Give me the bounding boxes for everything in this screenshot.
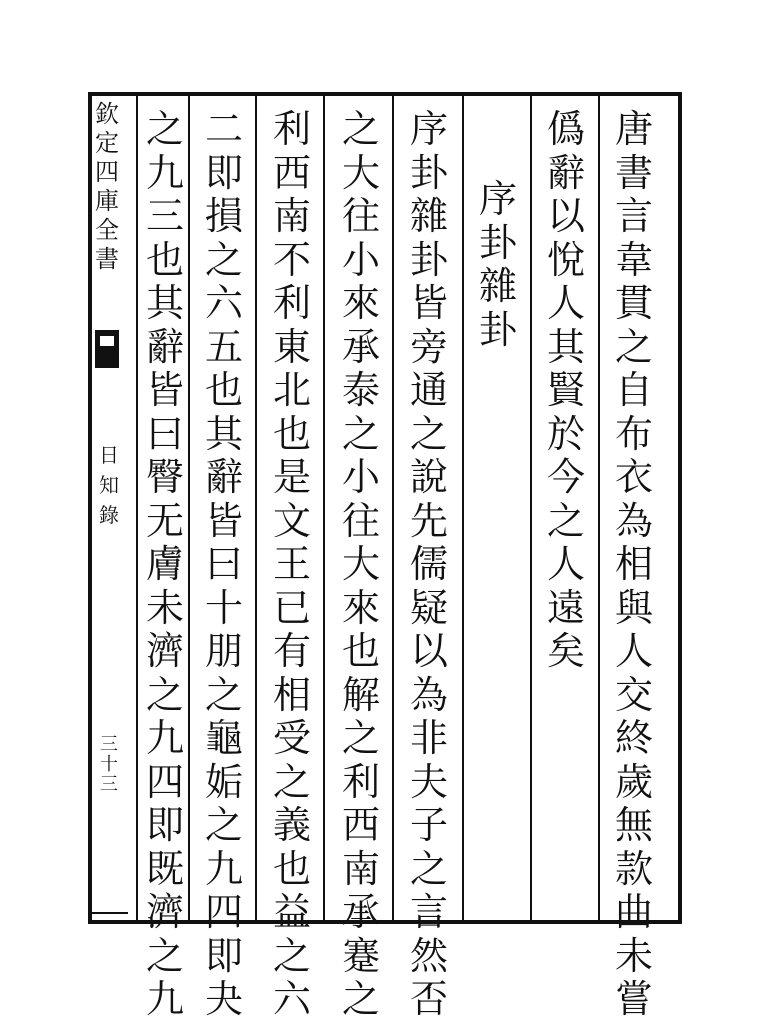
glyph: 辭 xyxy=(546,150,585,195)
glyph: 布 xyxy=(614,411,653,456)
glyph: 序 xyxy=(478,177,517,221)
glyph: 濟 xyxy=(145,629,184,673)
glyph: 皆 xyxy=(145,368,184,412)
text-column xyxy=(143,108,187,1022)
glyph: 臀 xyxy=(145,455,184,499)
text-column xyxy=(270,108,314,1022)
glyph: 歲 xyxy=(614,759,653,804)
glyph: 之 xyxy=(204,672,243,717)
glyph: 於 xyxy=(546,411,585,456)
page-number xyxy=(96,735,122,795)
glyph: 卦 xyxy=(478,307,517,352)
glyph: 來 xyxy=(341,585,380,630)
glyph: 之 xyxy=(341,977,380,1021)
glyph: 日 xyxy=(99,443,119,467)
glyph: 二 xyxy=(204,107,243,151)
text-column xyxy=(612,108,656,1022)
glyph: 不 xyxy=(272,237,311,282)
glyph: 小 xyxy=(341,455,380,499)
text-column xyxy=(339,108,383,1022)
glyph: 即 xyxy=(204,150,243,195)
glyph: 賢 xyxy=(546,368,585,412)
glyph: 然 xyxy=(409,933,448,978)
glyph: 錄 xyxy=(99,503,119,527)
glyph: 貫 xyxy=(614,281,653,325)
glyph: 利 xyxy=(272,281,311,325)
glyph: 六 xyxy=(204,281,243,325)
glyph: 與 xyxy=(614,585,653,630)
glyph: 衣 xyxy=(614,455,653,499)
column-rule xyxy=(323,92,325,924)
glyph: 之 xyxy=(409,846,448,891)
glyph: 卦 xyxy=(409,150,448,195)
glyph: 承 xyxy=(341,324,380,369)
glyph: 曰 xyxy=(204,542,243,586)
glyph: 承 xyxy=(341,890,380,934)
glyph: 皆 xyxy=(409,281,448,325)
glyph: 款 xyxy=(614,846,653,891)
book-title xyxy=(93,100,121,274)
glyph: 嘗 xyxy=(614,977,653,1021)
glyph: 之 xyxy=(341,107,380,151)
glyph: 辭 xyxy=(145,324,184,369)
glyph: 夫 xyxy=(409,759,448,804)
glyph: 儒 xyxy=(409,542,448,586)
glyph: 十 xyxy=(204,585,243,630)
glyph: 其 xyxy=(145,281,184,325)
glyph: 通 xyxy=(409,368,448,412)
glyph: 四 xyxy=(204,890,243,934)
glyph: 雜 xyxy=(409,194,448,238)
glyph: 之 xyxy=(145,672,184,717)
fish-tail-mark-inner xyxy=(100,336,114,346)
glyph: 也 xyxy=(341,629,380,673)
glyph: 南 xyxy=(341,846,380,891)
glyph: 也 xyxy=(204,368,243,412)
glyph: 說 xyxy=(409,455,448,499)
glyph: 泰 xyxy=(341,368,380,412)
glyph: 之 xyxy=(145,933,184,978)
glyph: 往 xyxy=(341,194,380,238)
glyph: 今 xyxy=(546,455,585,499)
text-column xyxy=(544,108,588,674)
glyph: 蹇 xyxy=(341,933,380,978)
glyph: 濟 xyxy=(145,890,184,934)
glyph: 北 xyxy=(272,368,311,412)
glyph: 九 xyxy=(145,977,184,1021)
glyph: 矣 xyxy=(546,629,585,673)
glyph: 義 xyxy=(272,803,311,847)
glyph: 有 xyxy=(272,629,311,673)
glyph: 交 xyxy=(614,672,653,717)
margin-divider xyxy=(88,912,128,914)
glyph: 旁 xyxy=(409,324,448,369)
glyph: 龜 xyxy=(204,716,243,760)
glyph: 夬 xyxy=(204,977,243,1021)
glyph: 人 xyxy=(546,542,585,586)
glyph: 之 xyxy=(341,411,380,456)
glyph: 王 xyxy=(272,542,311,586)
glyph: 僞 xyxy=(546,107,585,151)
glyph: 其 xyxy=(204,411,243,456)
glyph: 來 xyxy=(341,281,380,325)
glyph: 三 xyxy=(100,734,118,755)
glyph: 卦 xyxy=(478,220,517,265)
column-rule xyxy=(136,92,138,924)
glyph: 也 xyxy=(272,411,311,456)
text-column xyxy=(476,178,520,352)
glyph: 唐 xyxy=(614,107,653,151)
glyph: 悅 xyxy=(546,237,585,282)
glyph: 言 xyxy=(409,890,448,934)
glyph: 無 xyxy=(614,803,653,847)
glyph: 九 xyxy=(145,150,184,195)
glyph: 西 xyxy=(272,150,311,195)
glyph: 以 xyxy=(546,194,585,238)
glyph: 利 xyxy=(341,759,380,804)
glyph: 已 xyxy=(272,585,311,630)
glyph: 人 xyxy=(614,629,653,673)
glyph: 曰 xyxy=(145,411,184,456)
glyph: 自 xyxy=(614,368,653,412)
text-column xyxy=(407,108,451,1022)
glyph: 序 xyxy=(409,107,448,151)
text-column xyxy=(202,108,246,1022)
glyph: 即 xyxy=(145,803,184,847)
glyph: 之 xyxy=(272,933,311,978)
glyph: 九 xyxy=(145,716,184,760)
glyph: 東 xyxy=(272,324,311,369)
glyph: 之 xyxy=(204,237,243,282)
glyph: 九 xyxy=(204,846,243,891)
glyph: 非 xyxy=(409,716,448,760)
glyph: 知 xyxy=(99,473,119,497)
glyph: 遠 xyxy=(546,585,585,630)
glyph: 三 xyxy=(100,774,118,795)
glyph: 大 xyxy=(341,542,380,586)
glyph: 定 xyxy=(95,129,119,157)
glyph: 辭 xyxy=(204,455,243,499)
glyph: 西 xyxy=(341,803,380,847)
glyph: 之 xyxy=(145,107,184,151)
glyph: 即 xyxy=(204,933,243,978)
glyph: 三 xyxy=(145,194,184,238)
glyph: 損 xyxy=(204,194,243,238)
glyph: 益 xyxy=(272,890,311,934)
glyph: 先 xyxy=(409,498,448,543)
column-rule xyxy=(255,92,257,924)
glyph: 之 xyxy=(614,324,653,369)
glyph: 雜 xyxy=(478,264,517,308)
column-rule xyxy=(392,92,394,924)
glyph: 往 xyxy=(341,498,380,543)
glyph: 之 xyxy=(546,498,585,543)
glyph: 也 xyxy=(272,846,311,891)
glyph: 之 xyxy=(204,803,243,847)
column-rule xyxy=(598,92,600,924)
work-title xyxy=(96,440,122,530)
glyph: 六 xyxy=(272,977,311,1021)
glyph: 受 xyxy=(272,716,311,760)
glyph: 利 xyxy=(272,107,311,151)
glyph: 是 xyxy=(272,455,311,499)
glyph: 既 xyxy=(145,846,184,891)
glyph: 四 xyxy=(145,759,184,804)
column-rule xyxy=(188,92,190,924)
glyph: 否 xyxy=(409,977,448,1021)
glyph: 韋 xyxy=(614,237,653,282)
glyph: 為 xyxy=(614,498,653,543)
glyph: 卦 xyxy=(409,237,448,282)
glyph: 皆 xyxy=(204,498,243,543)
glyph: 解 xyxy=(341,672,380,717)
glyph: 以 xyxy=(409,629,448,673)
glyph: 无 xyxy=(145,498,184,543)
glyph: 大 xyxy=(341,150,380,195)
glyph: 姤 xyxy=(204,759,243,804)
glyph: 小 xyxy=(341,237,380,282)
glyph: 朋 xyxy=(204,629,243,673)
glyph: 言 xyxy=(614,194,653,238)
column-rule xyxy=(530,92,532,924)
glyph: 未 xyxy=(145,585,184,630)
glyph: 書 xyxy=(614,150,653,195)
glyph: 人 xyxy=(546,281,585,325)
glyph: 十 xyxy=(100,754,118,775)
glyph: 欽 xyxy=(95,100,119,128)
glyph: 也 xyxy=(145,237,184,282)
glyph: 之 xyxy=(409,411,448,456)
glyph: 庫 xyxy=(95,187,119,215)
glyph: 相 xyxy=(614,542,653,586)
glyph: 之 xyxy=(272,759,311,804)
glyph: 之 xyxy=(341,716,380,760)
column-rule xyxy=(462,92,464,924)
glyph: 五 xyxy=(204,324,243,369)
glyph: 膚 xyxy=(145,542,184,586)
glyph: 四 xyxy=(95,158,119,186)
glyph: 曲 xyxy=(614,890,653,934)
glyph: 相 xyxy=(272,672,311,717)
glyph: 書 xyxy=(95,245,119,273)
glyph: 終 xyxy=(614,716,653,760)
glyph: 文 xyxy=(272,498,311,543)
glyph: 全 xyxy=(95,216,119,244)
glyph: 子 xyxy=(409,803,448,847)
glyph: 南 xyxy=(272,194,311,238)
glyph: 疑 xyxy=(409,585,448,630)
glyph: 其 xyxy=(546,324,585,369)
glyph: 為 xyxy=(409,672,448,717)
glyph: 未 xyxy=(614,933,653,978)
